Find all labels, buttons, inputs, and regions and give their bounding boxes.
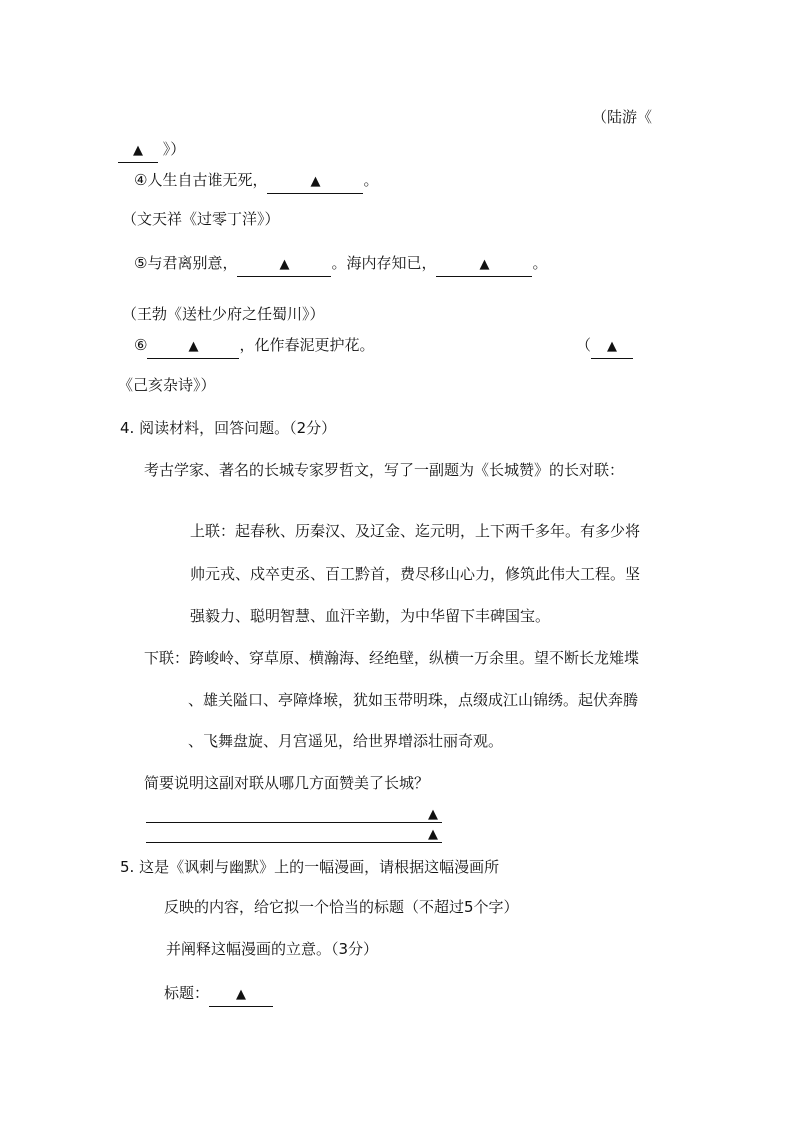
answer-marker: ▲ [188, 339, 199, 354]
q5-title-answer-blank[interactable] [209, 988, 273, 1007]
q3-line4 [134, 173, 378, 194]
q5-title-label: 标题： [164, 984, 210, 1002]
q5-line-2: 反映的内容，给它拟一个恰当的标题（不超过5个字） [164, 898, 519, 916]
q3-line4-text: ④人生自古谁无死， [134, 171, 268, 189]
q4-question: 简要说明这副对联从哪几方面赞美了长城？ [144, 774, 430, 792]
q3-line3-source-row [118, 142, 185, 163]
q4-answer-line-1[interactable] [146, 822, 442, 823]
q4-upper-couplet-1: 上联：起春秋、历秦汉、及辽金、迄元明，上下两千多年。有多少将 [190, 522, 641, 540]
q3-line4-end: 。 [363, 171, 379, 189]
q3-line4-source: （文天祥《过零丁洋》） [122, 210, 280, 228]
q4-upper-couplet-2: 帅元戎、戍卒吏丞、百工黔首，费尽移山心力，修筑此伟大工程。坚 [190, 565, 641, 583]
q3-line6-source-start: （ [576, 336, 592, 354]
q3-line6-start: ⑥ [134, 336, 148, 354]
q3-line5-start: ⑤与君离别意， [134, 254, 238, 272]
answer-marker: ▲ [428, 827, 438, 842]
q3-line5-mid: 。海内存知已， [331, 254, 437, 272]
answer-marker: ▲ [279, 257, 290, 272]
q4-intro: 考古学家、著名的长城专家罗哲文，写了一副题为《长城赞》的长对联： [144, 461, 625, 479]
answer-marker: ▲ [607, 339, 618, 354]
q3-line5-answer-blank-1[interactable] [237, 258, 331, 277]
q3-line6-answer-blank[interactable] [147, 340, 239, 359]
answer-marker: ▲ [479, 257, 490, 272]
q5-line-3: 并阐释这幅漫画的立意。（3分） [166, 940, 379, 958]
q5-title-row [164, 986, 273, 1007]
answer-marker: ▲ [236, 987, 247, 1002]
answer-marker: ▲ [428, 807, 438, 822]
q4-lower-couplet-3: 、飞舞盘旋、月宫遥见，给世界增添壮丽奇观。 [188, 732, 504, 750]
q3-line6-source-blank[interactable] [591, 340, 633, 359]
q3-line3-source-end: 》） [162, 140, 186, 158]
q4-heading: 4. 阅读材料，回答问题。（2分） [120, 419, 337, 437]
q5-heading: 5. 这是《讽刺与幽默》上的一幅漫画，请根据这幅漫画所 [120, 858, 500, 876]
q4-answer-line-2[interactable] [146, 842, 442, 843]
q3-line3-answer-blank[interactable] [118, 144, 158, 163]
q4-lower-couplet-1: 下联：跨峻岭、穿草原、横瀚海、经绝壁，纵横一万余里。望不断长龙雉堞 [144, 649, 640, 667]
q3-line5 [134, 256, 547, 277]
q3-line6 [134, 338, 374, 359]
q4-upper-couplet-3: 强毅力、聪明智慧、血汗辛勤，为中华留下丰碑国宝。 [190, 607, 551, 625]
answer-marker: ▲ [310, 174, 321, 189]
q3-line6-source-end: 《己亥杂诗》） [118, 376, 216, 394]
q3-line6-source-start-row [576, 338, 633, 359]
q3-line5-end: 。 [532, 254, 548, 272]
q4-lower-couplet-2: 、雄关隘口、亭障烽堠，犹如玉带明珠，点缀成江山锦绣。起伏奔腾 [188, 691, 639, 709]
q3-line5-answer-blank-2[interactable] [436, 258, 532, 277]
q3-line4-answer-blank[interactable] [267, 175, 363, 194]
q3-line3-source-start: （陆游《 [592, 108, 653, 126]
q3-line5-source: （王勃《送杜少府之任蜀川》） [122, 305, 325, 323]
q3-line6-mid: ，化作春泥更护花。 [239, 336, 375, 354]
answer-marker: ▲ [133, 143, 143, 158]
